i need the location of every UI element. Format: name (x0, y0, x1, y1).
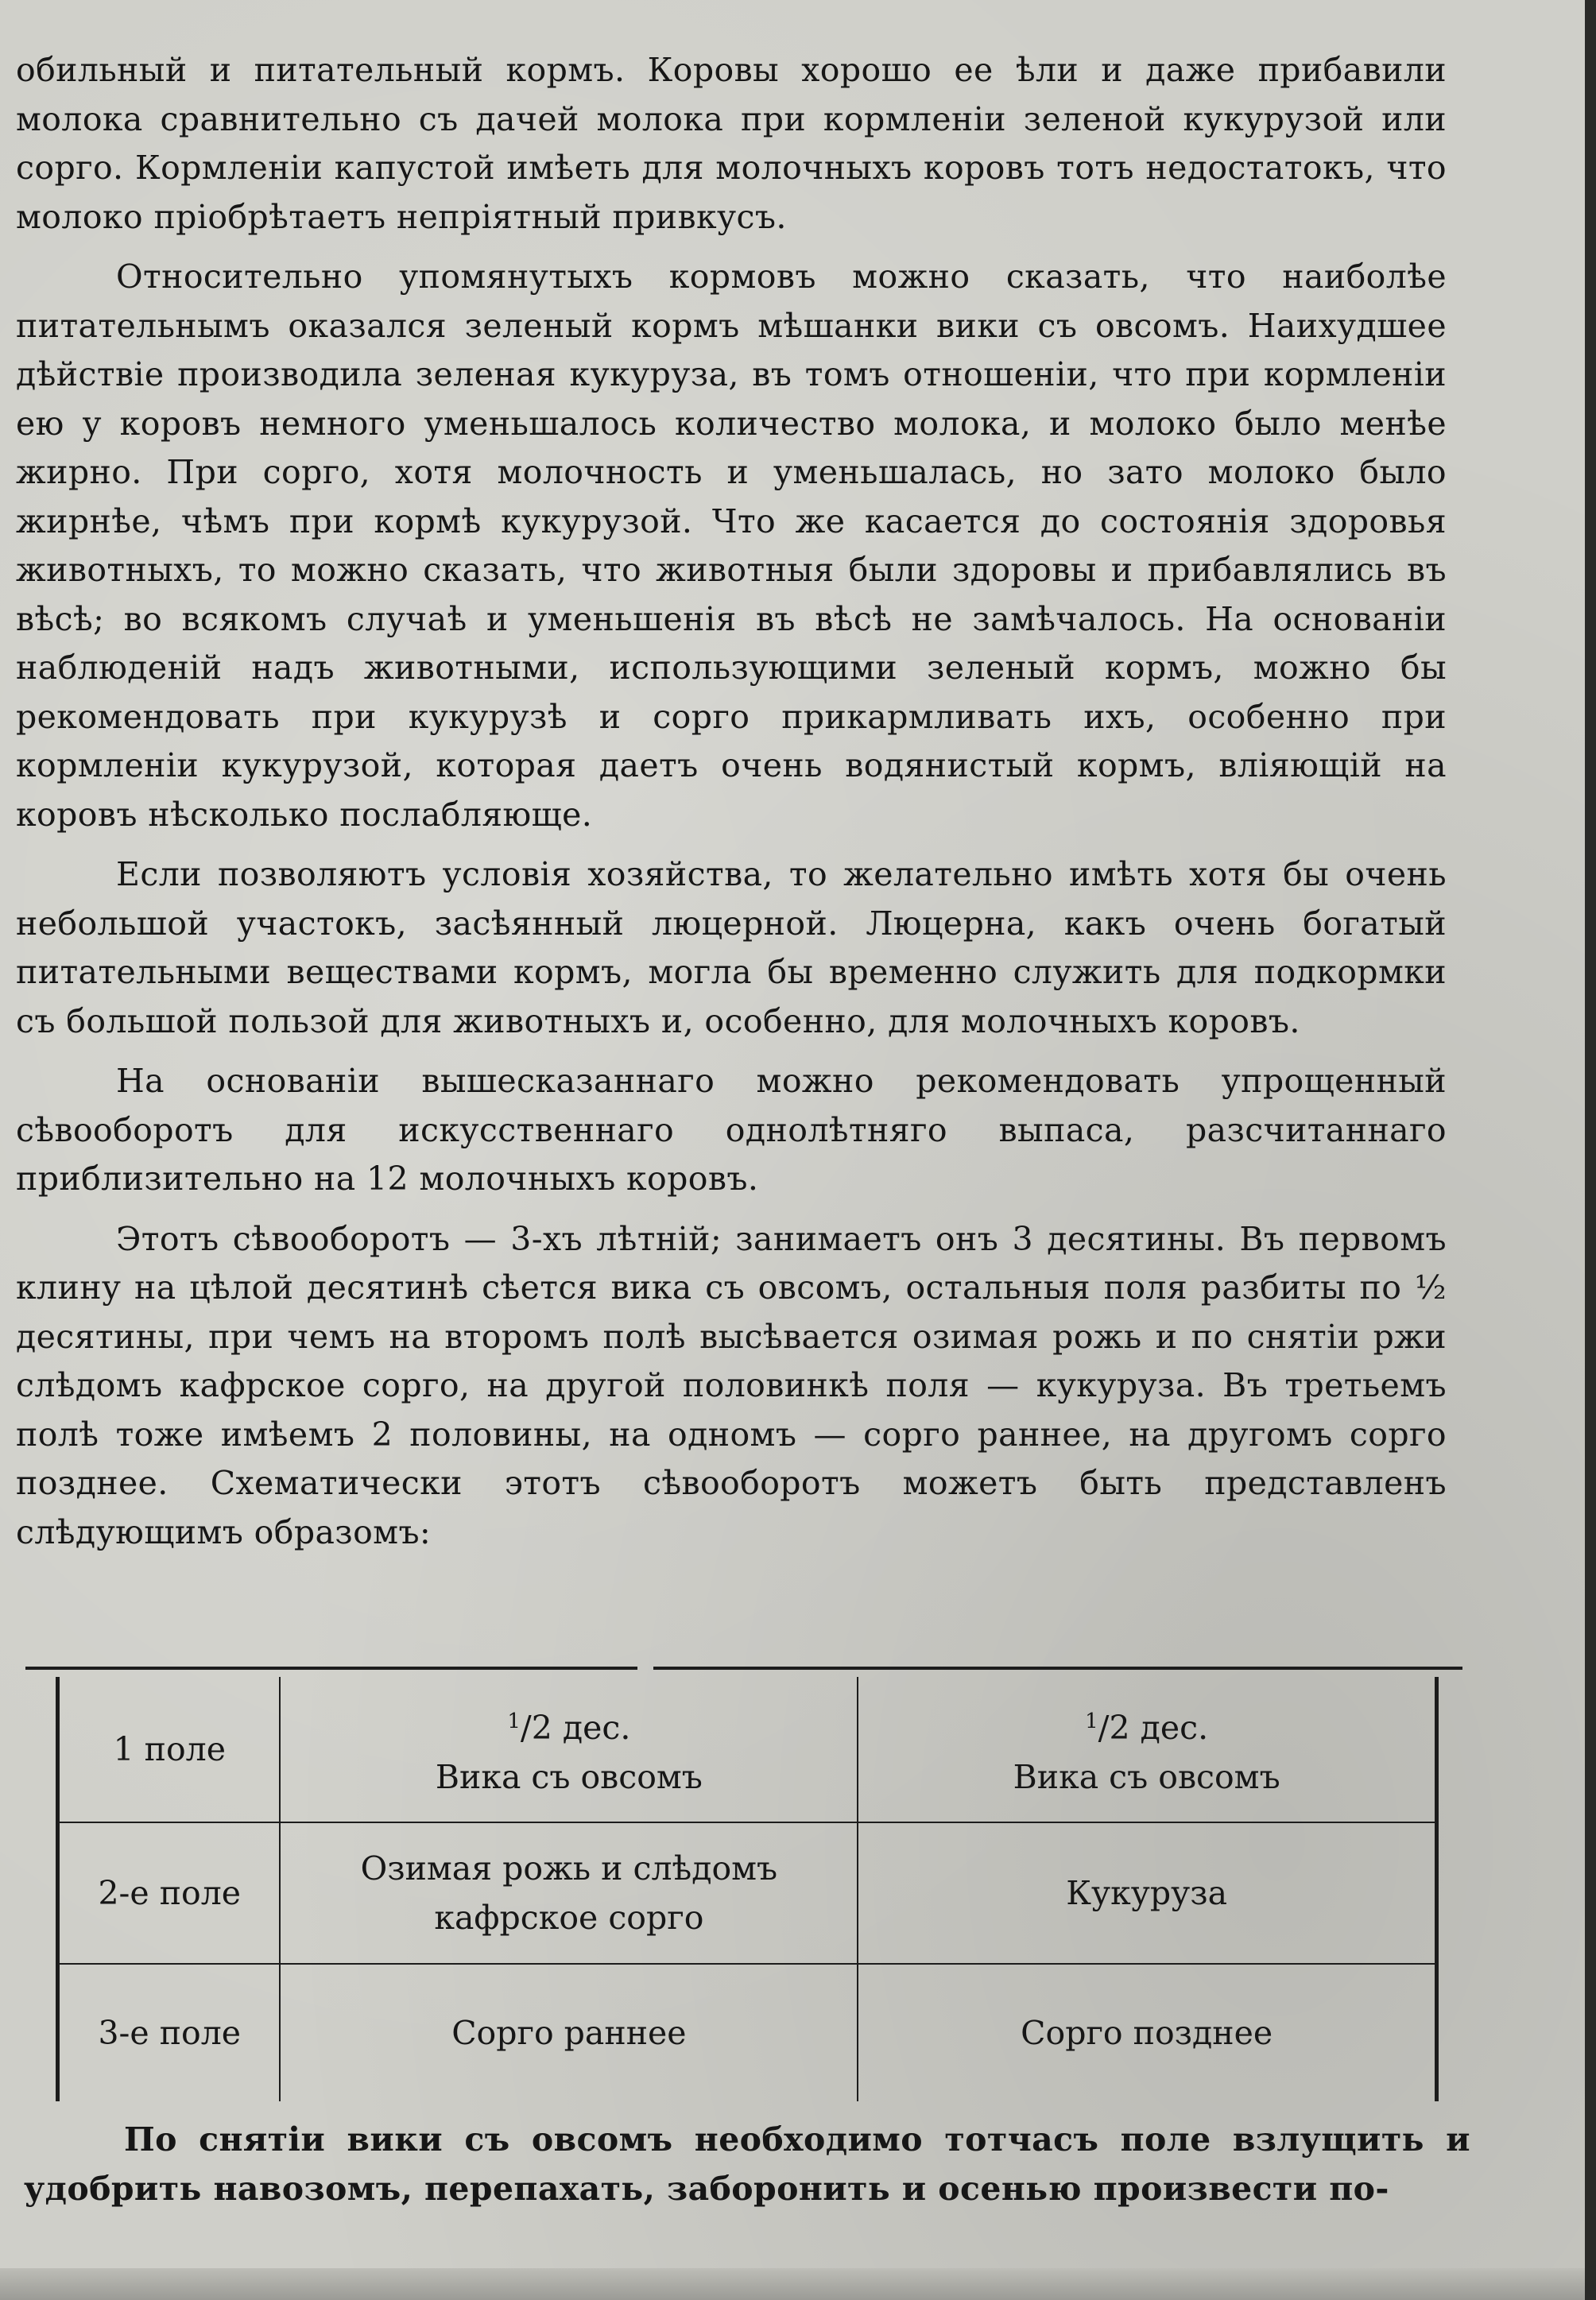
table-cell (280, 1822, 858, 1964)
page-bottom-margin (0, 2268, 1596, 2300)
crop-name: Сорго позднее (1021, 2014, 1273, 2052)
crop-name: Вика съ овсомъ (435, 1758, 703, 1796)
closing-text (24, 2116, 1470, 2213)
fraction-label: $^1$/2 дес. (507, 1709, 631, 1747)
table-cell (858, 1822, 1436, 1964)
table-row (58, 1964, 1437, 2101)
crop-name-line-2: кафрское сорго (434, 1899, 704, 1937)
field-label: 3-е поле (58, 1964, 281, 2101)
crop-rotation-table (56, 1677, 1439, 2101)
table-cell (858, 1964, 1436, 2101)
table-row (58, 1822, 1437, 1964)
crop-name: Сорго раннее (451, 2014, 687, 2052)
field-label: 2-е поле (58, 1822, 281, 1964)
paragraph-continuation: обильный и питательный кормъ. Коровы хорошо ее ѣли и даже прибавили молока сравнительно съ дачей молока при кормленіи зеленой кукурузой или сорго. Кормленіи капустой имѣеть для молочныхъ коровъ тотъ недостатокъ, что молоко пріобрѣтаетъ непріятный привкусъ. (16, 51, 1447, 236)
table-rule-right (653, 1667, 1462, 1670)
crop-name: Вика съ овсомъ (1013, 1758, 1280, 1796)
crop-name-line-1: Озимая рожь и слѣдомъ (360, 1849, 778, 1888)
fraction-label: $^1$/2 дес. (1085, 1709, 1209, 1747)
table-row (58, 1677, 1437, 1822)
crop-name: Кукуруза (1066, 1874, 1228, 1912)
table-cell (858, 1677, 1436, 1822)
field-label: 1 поле (58, 1677, 281, 1822)
paragraph-lucerne: Если позволяютъ условія хозяйства, то желательно имѣть хотя бы очень небольшой участокъ, засѣянный люцерной. Люцерна, какъ очень богатый питательными веществами кормъ, могла бы временно служить для подкормки съ большой пользой для животныхъ и, особенно, для молочныхъ коровъ. (16, 855, 1447, 1040)
table-cell (280, 1964, 858, 2101)
table-rule-left (25, 1667, 637, 1670)
table-cell (280, 1677, 858, 1822)
paragraph-feed-comparison: Относительно упомянутыхъ кормовъ можно сказать, что наиболѣе питательнымъ оказался зеленый кормъ мѣшанки вики съ овсомъ. Наихудшее дѣйствіе производила зеленая кукуруза, въ томъ отношеніи, что при кормленіи ею у коровъ немного уменьшалось количество молока, и молоко было менѣе жирно. При сорго, хотя молочность и уменьшалась, но зато молоко было жирнѣе, чѣмъ при кормѣ кукурузой. Что же касается до состоянія здоровья животныхъ, то можно сказать, что животныя были здоровы и прибавлялись въ вѣсѣ; во всякомъ случаѣ и уменьшенія въ вѣсѣ не замѣчалось. На основаніи наблюденій надъ животными, использующими зеленый кормъ, можно бы рекомендовать при кукурузѣ и сорго прикармливать ихъ, особенно при кормленіи кукурузой, которая даетъ очень водянистый кормъ, вліяющій на коровъ нѣсколько послабляюще. (16, 257, 1447, 834)
paragraph-closing: По снятіи вики съ овсомъ необходимо тотчасъ поле взлущить и удобрить навозомъ, перепахать, заборонить и осенью произвести по- (24, 2120, 1470, 2208)
paragraph-recommendation: На основаніи вышесказаннаго можно рекомендовать упрощенный сѣвооборотъ для искусственнаго однолѣтняго выпаса, разсчитаннаго приблизительно на 12 молочныхъ коровъ. (16, 1062, 1447, 1198)
body-text (16, 46, 1447, 1557)
page-right-shadow (1585, 0, 1596, 2300)
paragraph-rotation-description: Этотъ сѣвооборотъ — 3-хъ лѣтній; занимаетъ онъ 3 десятины. Въ первомъ клину на цѣлой десятинѣ сѣется вика съ овсомъ, остальныя поля разбиты по ½ десятины, при чемъ на второмъ полѣ высѣвается озимая рожь и по снятіи ржи слѣдомъ кафрское сорго, на другой половинкѣ поля — кукуруза. Въ третьемъ полѣ тоже имѣемъ 2 половины, на одномъ — сорго раннее, на другомъ сорго позднее. Схематически этотъ сѣвооборотъ можетъ быть представленъ слѣдующимъ образомъ: (16, 1219, 1447, 1551)
